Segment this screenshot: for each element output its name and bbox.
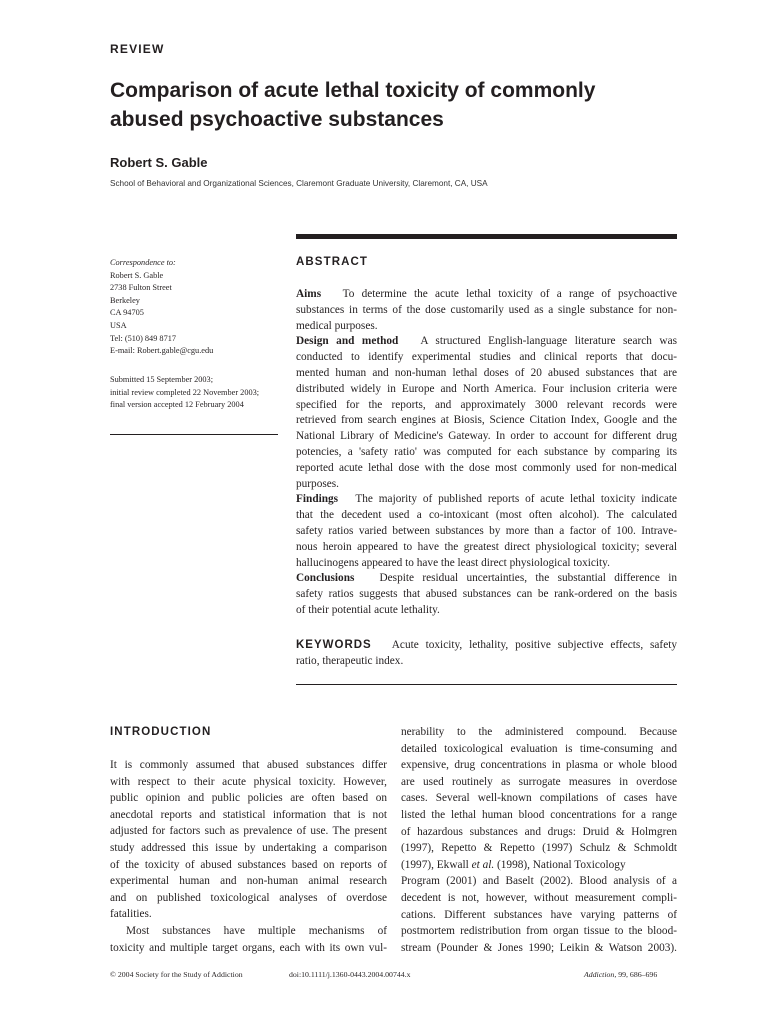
body-line: listed the lethal human blood concentrations for a range bbox=[401, 808, 677, 821]
footer-copyright: © 2004 Society for the Study of Addiction bbox=[110, 970, 243, 979]
body-line: study addressed this issue by undertaking a comparison bbox=[110, 841, 387, 854]
body-line bbox=[401, 857, 677, 874]
abstract-line bbox=[296, 334, 677, 350]
correspondence-email[interactable]: E-mail: Robert.gable@cgu.edu bbox=[110, 346, 214, 356]
introduction-right-column bbox=[401, 724, 677, 956]
body-line: It is commonly assumed that abused substances differ bbox=[110, 759, 387, 771]
body-line: are used routinely as surrogate measures in overdose bbox=[401, 775, 677, 788]
journal-name: Addiction bbox=[584, 970, 615, 979]
body-line: experimental human and non-human animal research bbox=[110, 875, 387, 888]
body-line: stream (Pounder & Jones 1990; Leikin & Watson 2003). bbox=[401, 941, 677, 954]
abstract-line: of their potential acute lethality. bbox=[296, 603, 440, 616]
body-line: cations. Different substances have varying patterns of bbox=[401, 908, 677, 921]
body-text: (1997), Ekwall bbox=[401, 858, 472, 871]
body-line: with respect to their acute physical toxicity. However, bbox=[110, 775, 387, 788]
body-line: Most substances have multiple mechanisms of bbox=[126, 924, 387, 937]
abstract-line: that the decedent used a co-intoxicant (most often alcohol). The calculated bbox=[296, 509, 677, 522]
abstract-line: distributed widely in Europe and North America. Four inclusion criteria were bbox=[296, 382, 677, 395]
date-line: initial review completed 22 November 2003; bbox=[110, 387, 260, 397]
body-line: of the toxicity of abused substances based on reports of bbox=[110, 858, 387, 871]
abstract-line: safety ratios varied between substances by more than a factor of 100. Intrave- bbox=[296, 524, 677, 537]
correspondence-line: Berkeley bbox=[110, 295, 140, 305]
keywords-label: KEYWORDS bbox=[296, 639, 372, 651]
abstract-heading: ABSTRACT bbox=[296, 256, 369, 268]
abstract-bottom-rule bbox=[296, 684, 677, 685]
author-name: Robert S. Gable bbox=[110, 155, 208, 170]
body-line: adjusted for factors such as prevalence of use. The present bbox=[110, 825, 387, 838]
correspondence-label: Correspondence to: bbox=[110, 258, 176, 267]
aims-text: To determine the acute lethal toxicity of a range of psychoactive bbox=[342, 288, 677, 300]
abstract-line: hallucinogens appeared to have the least direct physiological toxicity. bbox=[296, 556, 610, 569]
body-line: detailed toxicological evaluation is time-consuming and bbox=[401, 742, 677, 755]
abstract-line: substances in terms of the dose customarily used as a single substance for non- bbox=[296, 303, 677, 316]
introduction-heading: INTRODUCTION bbox=[110, 726, 212, 738]
correspondence-line: CA 94705 bbox=[110, 308, 144, 318]
conclusions-text: Despite residual uncertainties, the substantial difference in bbox=[379, 572, 677, 585]
author-affiliation: School of Behavioral and Organizational Sciences, Claremont Graduate University, Claremont, CA, USA bbox=[110, 179, 488, 188]
footer-doi[interactable]: doi:10.1111/j.1360-0443.2004.00744.x bbox=[289, 970, 411, 979]
body-line: postmortem redistribution from organ tissue to the blood- bbox=[401, 925, 677, 938]
volume-pages: , 99, 686–696 bbox=[614, 970, 658, 979]
correspondence-line: Tel: (510) 849 8717 bbox=[110, 333, 177, 343]
body-line: and on published toxicological analyses of overdose bbox=[110, 891, 387, 904]
abstract-line: National Library of Medicine's Gateway. In order to account for different drug bbox=[296, 430, 677, 443]
findings-label: Findings bbox=[296, 493, 339, 506]
abstract-line: medical purposes. bbox=[296, 319, 378, 332]
body-line: decedent is not, however, without measurement compli- bbox=[401, 891, 677, 904]
introduction-left-column bbox=[110, 757, 387, 956]
date-line: Submitted 15 September 2003; bbox=[110, 375, 214, 384]
body-text: (1998), National Toxicology bbox=[494, 858, 626, 871]
body-line: of hazardous substances and drugs: Druid & Holmgren bbox=[401, 825, 677, 838]
abstract-line bbox=[296, 492, 677, 508]
correspondence-line: USA bbox=[110, 320, 127, 330]
correspondence-line: Robert S. Gable bbox=[110, 270, 164, 280]
footer-citation bbox=[584, 970, 657, 979]
keywords-line bbox=[296, 638, 677, 654]
body-line: fatalities. bbox=[110, 908, 152, 921]
aims-label: Aims bbox=[296, 288, 322, 300]
body-line: nerability to the administered compound. Because bbox=[401, 726, 677, 738]
title-line: Comparison of acute lethal toxicity of commonly bbox=[110, 79, 596, 102]
sidebar-rule bbox=[110, 434, 278, 435]
article-title bbox=[110, 76, 690, 134]
abstract-line: mented human and non-human lethal doses of 20 abused substances that are bbox=[296, 366, 677, 379]
abstract-line: purposes. bbox=[296, 477, 339, 490]
keywords-line: ratio, therapeutic index. bbox=[296, 654, 404, 667]
abstract-line: retrieved from search engines at Biosis, Science Citation Index, Google and the bbox=[296, 414, 677, 427]
body-line: (1997), Repetto & Repetto (1997) Schulz & Schmoldt bbox=[401, 842, 677, 855]
body-line: Program (2001) and Baselt (2002). Blood analysis of a bbox=[401, 875, 677, 888]
body-line: expensive, drug concentrations in plasma or whole blood bbox=[401, 759, 677, 772]
abstract-line: potencies, a 'safety ratio' was computed for each substance by comparing its bbox=[296, 445, 677, 458]
abstract-top-rule bbox=[296, 234, 677, 239]
keywords-text: Acute toxicity, lethality, positive subjective effects, safety bbox=[391, 639, 677, 651]
design-text: A structured English-language literature search was bbox=[420, 335, 677, 348]
design-label: Design and method bbox=[296, 335, 399, 348]
body-line: toxicity and multiple target organs, each with its own vul- bbox=[110, 941, 387, 954]
correspondence-line: 2738 Fulton Street bbox=[110, 283, 172, 293]
keywords-block bbox=[296, 638, 677, 670]
section-label: REVIEW bbox=[110, 42, 165, 56]
abstract-line: reported acute lethal dose with the dose most commonly used for non-medical bbox=[296, 461, 677, 474]
abstract-line: conducted to identify experimental studies and clinical reports that docu- bbox=[296, 351, 677, 364]
findings-text: The majority of published reports of acute lethal toxicity indicate bbox=[355, 493, 677, 506]
date-line: final version accepted 12 February 2004 bbox=[110, 400, 244, 410]
abstract-body bbox=[296, 287, 677, 619]
abstract-line bbox=[296, 287, 677, 303]
abstract-line: specified for the reports, and approximately 3000 relevant records were bbox=[296, 398, 677, 411]
abstract-line: nous heroin appeared to have the greatest direct physiological toxicity; several bbox=[296, 540, 677, 553]
body-line: anecdotal reports and statistical information that is not bbox=[110, 808, 387, 821]
correspondence-block bbox=[110, 257, 290, 358]
submission-dates bbox=[110, 374, 290, 412]
body-text-italic: et al. bbox=[471, 858, 495, 871]
abstract-line bbox=[296, 571, 677, 587]
title-line: abused psychoactive substances bbox=[110, 108, 444, 131]
body-line: cases. Several well-known compilations of cases have bbox=[401, 792, 677, 805]
conclusions-label: Conclusions bbox=[296, 572, 355, 585]
abstract-line: safety ratios suggests that abused substances can be rank-ordered on the basis bbox=[296, 588, 677, 601]
body-line: public opinion and public policies are often based on bbox=[110, 792, 387, 805]
